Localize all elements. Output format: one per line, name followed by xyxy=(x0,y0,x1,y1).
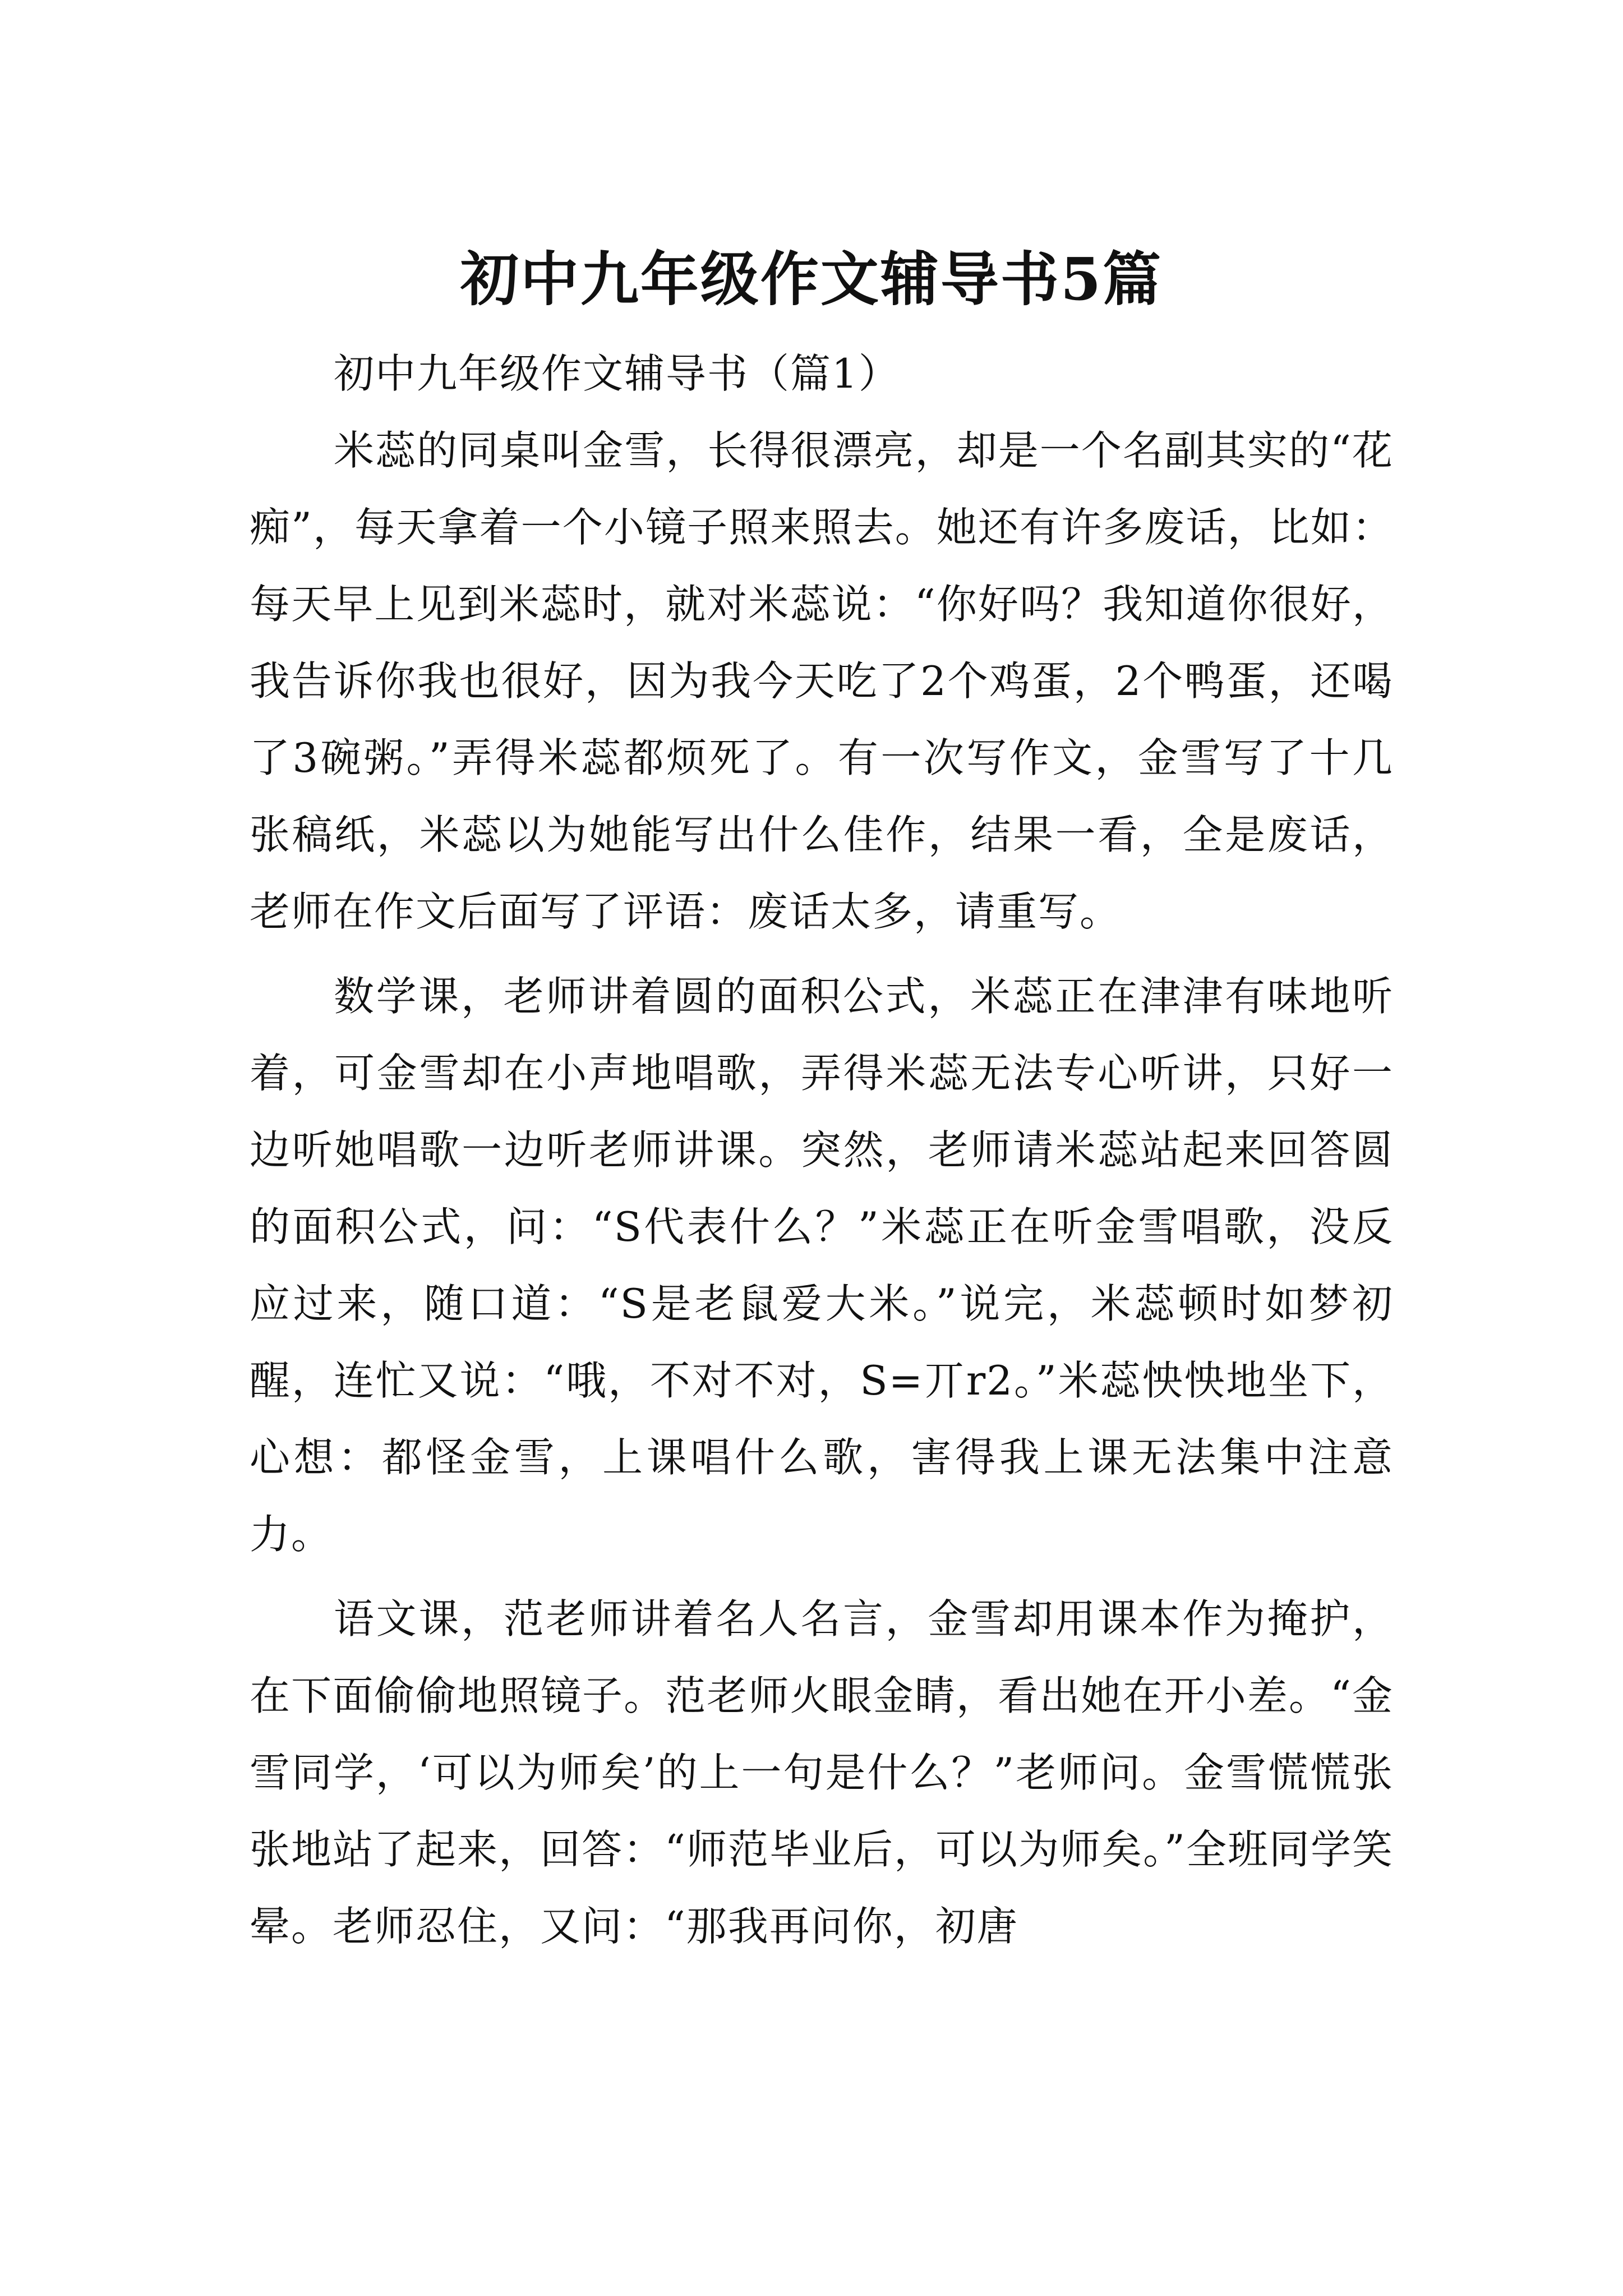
document-body xyxy=(250,335,1394,1973)
paragraph-3: 语文课，范老师讲着名人名言，金雪却用课本作为掩护，在下面偷偷地照镜子。范老师火眼金睛，看出她在开小差。“金雪同学，‘可以为师矣’的上一句是什么？”老师问。金雪慌慌张张地站了起来，回答：“师范毕业后，可以为师矣。”全班同学笑晕。老师忍住，又问：“那我再问你，初唐 xyxy=(250,1595,1394,1950)
paragraph-2: 数学课，老师讲着圆的面积公式，米蕊正在津津有味地听着，可金雪却在小声地唱歌，弄得米蕊无法专心听讲，只好一边听她唱歌一边听老师讲课。突然，老师请米蕊站起来回答圆的面积公式，问：“S代表什么？”米蕊正在听金雪唱歌，没反应过来，随口道：“S是老鼠爱大米。”说完，米蕊顿时如梦初醒，连忙又说：“哦，不对不对，S=丌r2。”米蕊怏怏地坐下，心想：都怪金雪，上课唱什么歌，害得我上课无法集中注意力。 xyxy=(250,973,1394,1558)
document-title: 初中九年级作文辅导书5篇 xyxy=(460,244,1163,314)
paragraph-1: 米蕊的同桌叫金雪，长得很漂亮，却是一个名副其实的“花痴”，每天拿着一个小镜子照来照去。她还有许多废话，比如：每天早上见到米蕊时，就对米蕊说：“你好吗？我知道你很好，我告诉你我也很好，因为我今天吃了2个鸡蛋，2个鸭蛋，还喝了3碗粥。”弄得米蕊都烦死了。有一次写作文，金雪写了十几张稿纸，米蕊以为她能写出什么佳作，结果一看，全是废话，老师在作文后面写了评语：废话太多，请重写。 xyxy=(250,427,1394,935)
section-heading: 初中九年级作文辅导书（篇1） xyxy=(334,350,900,397)
